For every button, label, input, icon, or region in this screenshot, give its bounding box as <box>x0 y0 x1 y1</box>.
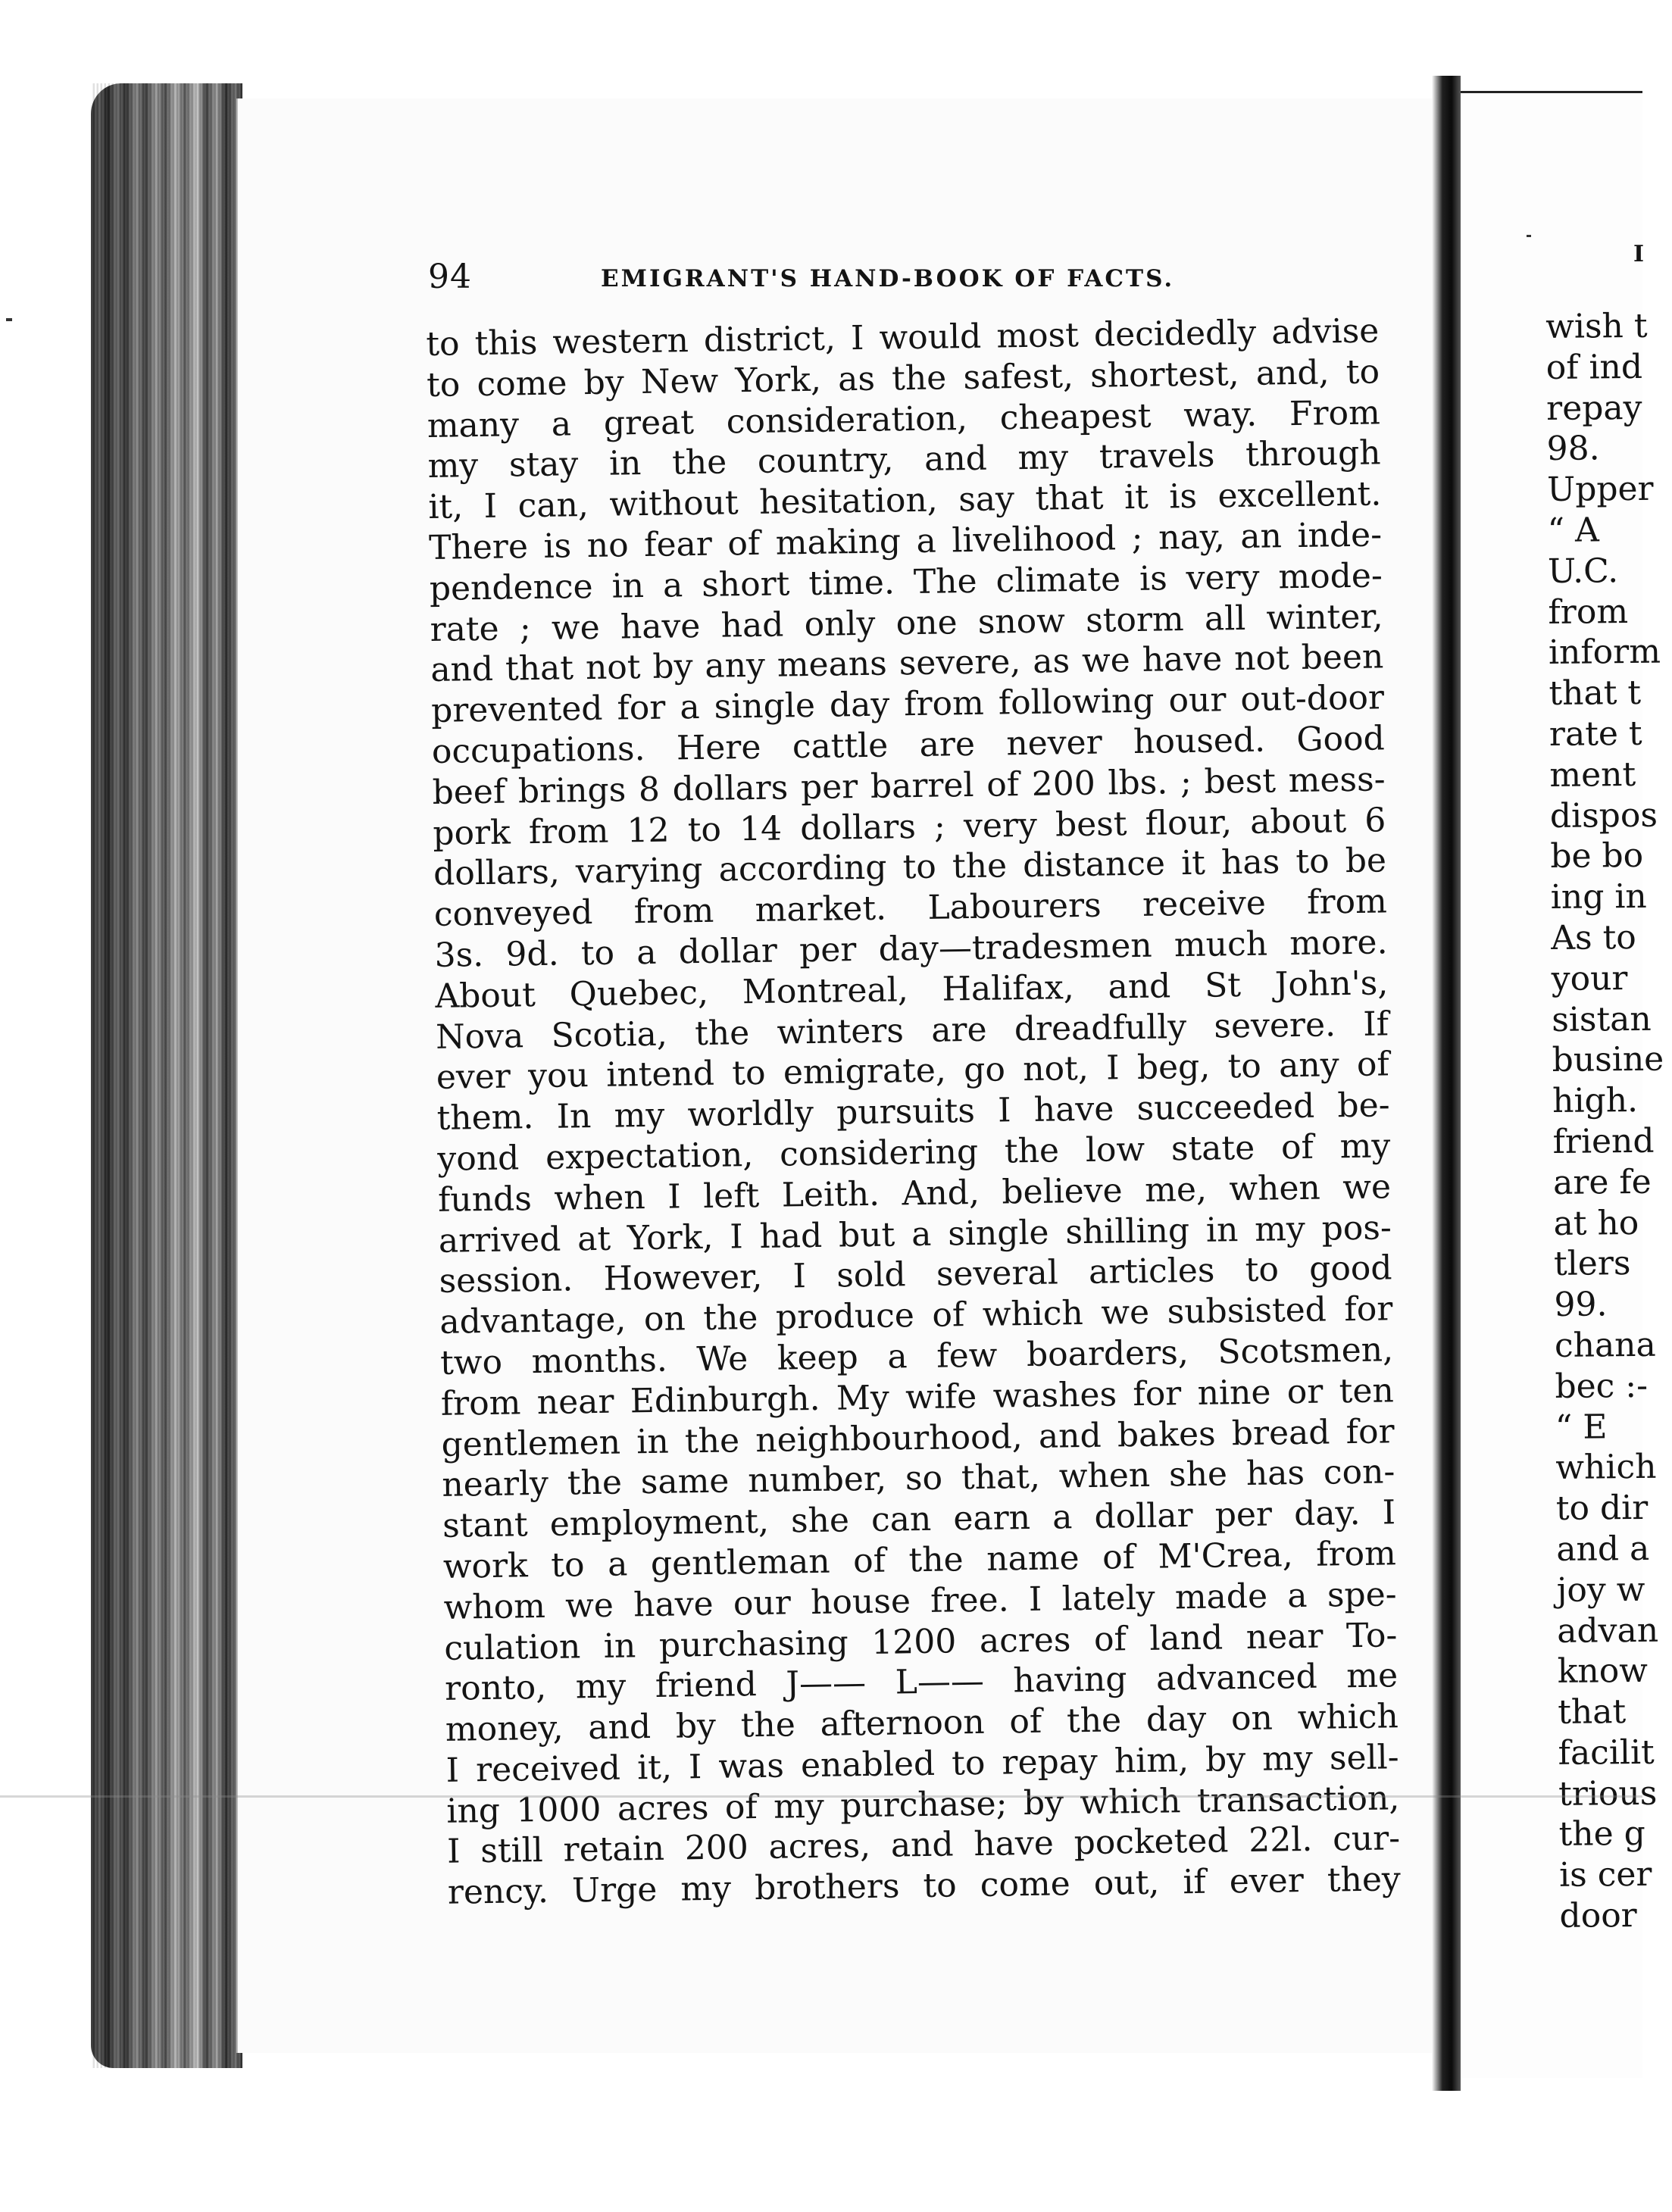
text-line: and that not by any means severe, as we have not been <box>430 637 1384 690</box>
text-line: to come by New York, as the safest, shortest, and, to <box>426 352 1380 405</box>
right-page-line: the g <box>1558 1814 1646 1854</box>
text-line: them. In my worldly pursuits I have succeeded be- <box>436 1086 1390 1139</box>
text-line: pendence in a short time. The climate is very mode- <box>429 556 1383 608</box>
text-line: from near Edinburgh. My wife washes for nine or ten <box>440 1371 1395 1423</box>
right-page-line: trious <box>1558 1773 1658 1814</box>
scanner-background <box>0 0 106 2212</box>
right-page-line: U.C. <box>1547 551 1619 591</box>
right-page-line: high. <box>1552 1081 1639 1121</box>
right-page-line: busine <box>1552 1040 1664 1080</box>
right-page-line: tlers <box>1553 1244 1631 1284</box>
body-text <box>426 311 1401 1913</box>
right-page-line: be bo <box>1550 836 1644 876</box>
right-page-line: “ E <box>1555 1407 1608 1447</box>
text-line: money, and by the afternoon of the day on which <box>445 1697 1399 1749</box>
right-page-line: wish t <box>1545 306 1648 346</box>
right-page-line: that t <box>1549 673 1642 714</box>
text-line: to this western district, I would most decidedly advise <box>426 311 1380 364</box>
text-line: conveyed from market. Labourers receive from <box>433 882 1388 935</box>
text-line: arrived at York, I had but a single shilling in my pos- <box>438 1208 1392 1261</box>
scan-artifact-line <box>0 1795 1642 1798</box>
right-page-line: ment <box>1549 755 1636 795</box>
book-page-edges <box>91 83 242 2068</box>
page-number: 94 <box>428 258 472 296</box>
text-line: rency. Urge my brothers to come out, if ever they <box>447 1860 1402 1913</box>
text-line: prevented for a single day from following our out-door <box>430 678 1385 731</box>
text-line: stant employment, she can earn a dollar per day. I <box>442 1493 1396 1545</box>
running-head <box>428 258 1186 295</box>
right-page-line: Upper <box>1546 469 1654 510</box>
right-page-line: dispos <box>1549 795 1658 836</box>
right-page-line: chana <box>1554 1325 1656 1365</box>
text-line: ever you intend to emigrate, go not, I beg, to any of <box>436 1045 1390 1098</box>
text-line: it, I can, without hesitation, say that it is excellent. <box>428 474 1382 527</box>
right-page-line: at ho <box>1553 1203 1639 1243</box>
text-line: whom we have our house free. I lately made a spe- <box>443 1574 1397 1627</box>
text-line: many a great consideration, cheapest way. From <box>427 393 1381 445</box>
right-page-line: are fe <box>1552 1162 1652 1202</box>
right-page-running-head: I <box>1633 241 1645 267</box>
text-line: funds when I left Leith. And, believe me, when we <box>437 1167 1392 1220</box>
text-line: About Quebec, Montreal, Halifax, and St John's, <box>435 964 1389 1016</box>
text-line: I received it, I was enabled to repay him, by my sell- <box>445 1738 1399 1790</box>
right-page-line: rate t <box>1549 714 1642 754</box>
text-line: gentlemen in the neighbourhood, and bakes bread for <box>441 1411 1395 1464</box>
right-page-line: advan <box>1557 1611 1659 1651</box>
book-gutter <box>1432 76 1461 2091</box>
text-line: ronto, my friend J—— L—— having advanced me <box>444 1656 1399 1709</box>
right-page-line: is cer <box>1558 1855 1652 1895</box>
right-page-line: door <box>1559 1896 1637 1936</box>
dust-speck <box>6 318 12 321</box>
text-line: advantage, on the produce of which we subsisted for <box>439 1289 1393 1342</box>
right-page-line: joy w <box>1556 1570 1645 1610</box>
text-line: 3s. 9d. to a dollar per day—tradesmen much more. <box>434 923 1388 975</box>
right-page-line: of ind <box>1545 347 1643 387</box>
right-page-line: friend <box>1552 1121 1655 1161</box>
text-line: There is no fear of making a livelihood ; nay, an inde- <box>428 515 1383 567</box>
running-head-title: EMIGRANT'S HAND-BOOK OF FACTS. <box>601 265 1175 292</box>
text-line: I still retain 200 acres, and have pocketed 22l. cur- <box>446 1819 1401 1872</box>
right-page-line: facilit <box>1558 1732 1655 1773</box>
right-page-line: which <box>1555 1448 1657 1488</box>
text-line: yond expectation, considering the low state of my <box>437 1126 1391 1179</box>
right-page-line: that <box>1557 1692 1627 1732</box>
right-page-line: from <box>1548 592 1629 632</box>
right-page-line: “ A <box>1547 511 1600 550</box>
text-line: Nova Scotia, the winters are dreadfully severe. If <box>435 1004 1389 1057</box>
right-page-line: sistan <box>1551 999 1652 1039</box>
right-page-line: 98. <box>1546 429 1600 469</box>
text-line: two months. We keep a few boarders, Scotsmen, <box>439 1330 1394 1382</box>
text-line: beef brings 8 dollars per barrel of 200 lbs. ; best mess- <box>432 760 1386 812</box>
right-page-line: repay <box>1545 388 1642 428</box>
text-line: culation in purchasing 1200 acres of land near To- <box>444 1615 1398 1668</box>
right-page-text <box>1545 306 1664 1937</box>
right-page-line: ing in <box>1550 877 1648 917</box>
right-page-line: As to <box>1551 917 1637 958</box>
right-page-line: bec :- <box>1555 1366 1649 1406</box>
right-page-line: and a <box>1556 1529 1650 1569</box>
right-page-line: 99. <box>1554 1285 1608 1325</box>
right-page-line: your <box>1551 958 1628 998</box>
text-line: occupations. Here cattle are never housed. Good <box>431 719 1386 771</box>
text-line: session. However, I sold several articles to good <box>439 1248 1392 1301</box>
text-line: my stay in the country, and my travels through <box>427 433 1381 486</box>
text-line: rate ; we have had only one snow storm all winter, <box>430 596 1383 649</box>
text-line: pork from 12 to 14 dollars ; very best flour, about 6 <box>433 800 1386 853</box>
right-page-line: to dir <box>1555 1488 1649 1529</box>
text-line: nearly the same number, so that, when she has con- <box>442 1452 1395 1505</box>
text-line: ing 1000 acres of my purchase; by which transaction, <box>446 1778 1400 1831</box>
text-line: work to a gentleman of the name of M'Crea, from <box>442 1534 1397 1586</box>
ink-speck <box>1527 235 1531 237</box>
text-line: dollars, varying according to the distance it has to be <box>433 841 1387 894</box>
right-page-line: inform <box>1548 633 1661 673</box>
right-page-line: know <box>1557 1651 1649 1692</box>
